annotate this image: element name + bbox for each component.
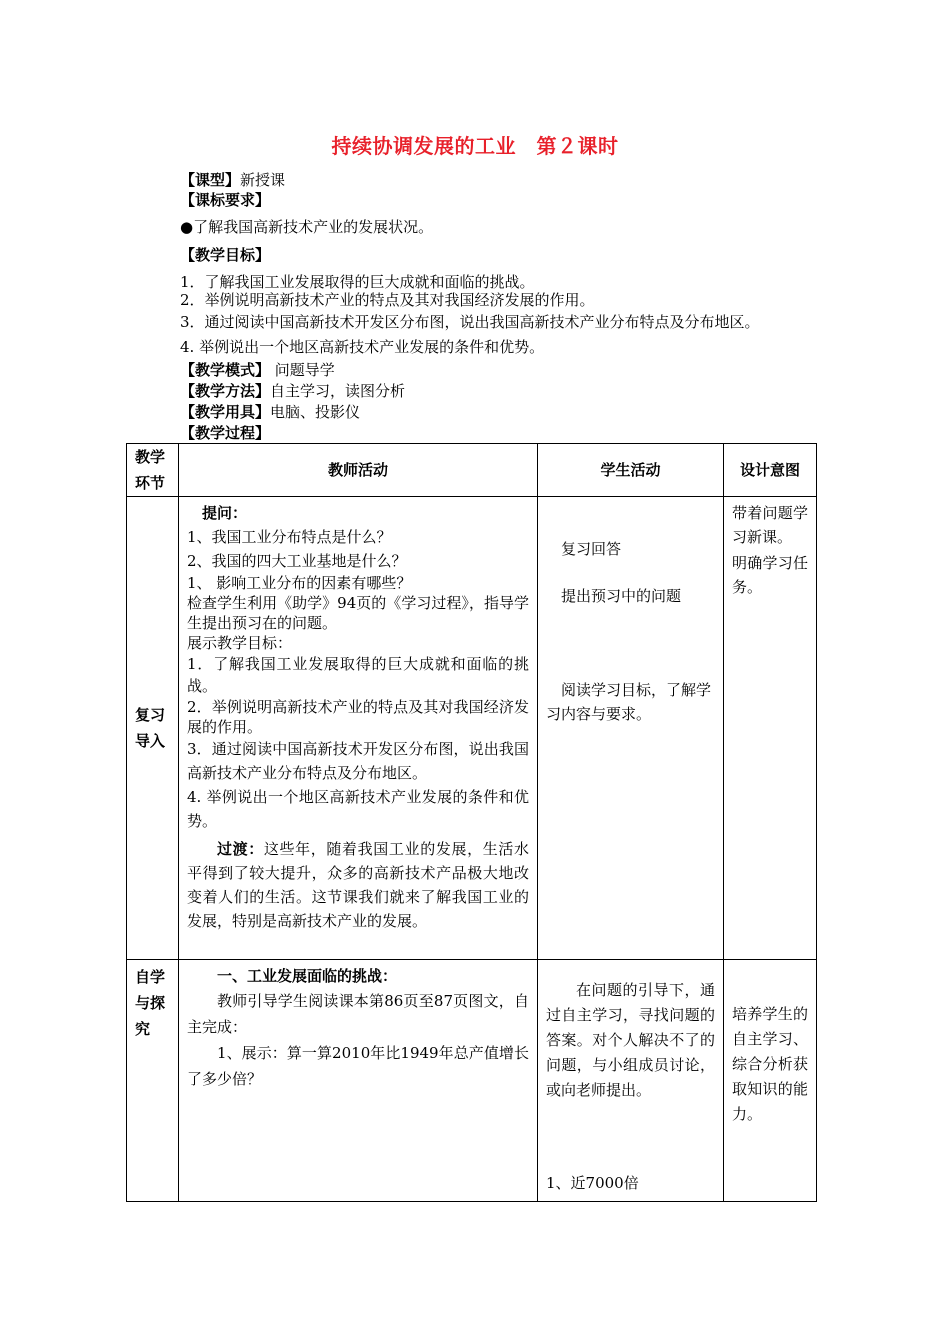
transition-text: 这些年，随着我国工业的发展，生活水平得到了较大提升，众多的高新技术产品极大地改变着人们的生活。这节课我们就来了解我国工业的发展，特别是高新技术产业的发展。 [187,840,529,930]
transition-paragraph [187,837,529,933]
page-title: 持续协调发展的工业 第２课时 [331,134,619,158]
header-intent-label: 设计意图 [739,461,800,479]
standard-label: 【课标要求】 [180,191,271,209]
method-line [180,381,405,401]
intent-2: 明确学习任务。 [732,554,808,596]
student-self-study: 在问题的引导下，通过自主学习，寻找问题的答案。对个人解决不了的问题，与小组成员讨论，或向老师提出。 [546,981,715,1099]
header-teacher [179,444,538,497]
header-intent [724,444,817,497]
show-goals-text: 展示教学目标： [187,634,293,652]
table-goal-3: 3．通过阅读中国高新技术开发区分布图，说出我国高新技术产业分布特点及分布地区。 [187,740,529,782]
table-goal-2: 2．举例说明高新技术产业的特点及其对我国经济发展的作用。 [187,698,529,736]
table-row [127,960,817,1202]
stage-self-study: 自学与探究 [127,960,179,1202]
mode-label: 【教学模式】 [180,361,271,379]
mode-line [180,360,335,380]
method-value: 自主学习，读图分析 [270,382,406,400]
standard-heading [180,190,270,210]
standard-item: ●了解我国高新技术产业的发展状况。 [180,218,434,236]
student-activity-cell [538,960,724,1202]
question-2: 2、我国的四大工业基地是什么？ [187,552,407,570]
check-text: 检查学生利用《助学》94页的《学习过程》，指导学生提出预习在的问题。 [187,594,529,632]
goal-item-4: 4. 举例说出一个地区高新技术产业发展的条件和优势。 [180,338,545,356]
teacher-activity-cell [179,960,538,1202]
header-teacher-label: 教师活动 [327,461,388,479]
question-1: 1、我国工业分布特点是什么？ [187,528,392,546]
guide-text: 教师引导学生阅读课本第86页至87页图文，自主完成： [187,992,529,1036]
student-activity-cell [538,497,724,960]
header-stage: 教学环节 [127,444,179,497]
table-goal-1: 1．了解我国工业发展取得的巨大成就和面临的挑战。 [187,655,529,695]
goals-heading [180,245,270,265]
goal-item-2: 2．举例说明高新技术产业的特点及其对我国经济发展的作用。 [180,291,595,309]
tools-line [180,402,360,422]
process-label: 【教学过程】 [180,424,271,442]
table-header-row [127,444,817,497]
intent-cell [724,960,817,1202]
header-student-label: 学生活动 [600,461,661,479]
goal-item-3: 3．通过阅读中国高新技术开发区分布图，说出我国高新技术产业分布特点及分布地区。 [180,313,760,331]
student-answer-2: 提出预习中的问题 [561,587,682,605]
teacher-activity-cell [179,497,538,960]
student-answer-3: 阅读学习目标，了解学习内容与要求。 [546,681,712,723]
goals-label: 【教学目标】 [180,246,271,264]
challenge-heading [187,964,529,988]
task-text: 1、展示：算一算2010年比1949年总产值增长了多少倍？ [187,1044,529,1088]
transition-label: 过渡： [217,840,264,858]
goal-item-1: 1．了解我国工业发展取得的巨大成就和面临的挑战。 [180,273,535,291]
lesson-type-value: 新授课 [240,171,286,189]
table-row [127,497,817,960]
header-student [538,444,724,497]
teaching-process-table [126,443,817,1202]
method-label: 【教学方法】 [180,382,271,400]
intent-cell [724,497,817,960]
student-answer-7000: 1、近7000倍 [546,1174,639,1192]
intent-self-study: 培养学生的自主学习、综合分析获取知识的能力。 [732,1005,808,1123]
stage-review-intro: 复习导入 [127,497,179,960]
intent-1: 带着问题学习新课。 [732,504,808,546]
lesson-type-line [180,170,285,190]
lesson-type-label: 【课型】 [180,171,241,189]
question-3: 1、 影响工业分布的因素有哪些？ [187,574,412,592]
student-answer-1: 复习回答 [561,540,622,558]
challenge-heading-text: 一、工业发展面临的挑战： [217,967,398,985]
ask-label: 提问： [202,504,248,522]
table-goal-4: 4. 举例说出一个地区高新技术产业发展的条件和优势。 [187,788,529,830]
process-heading [180,423,270,443]
mode-value: 问题导学 [270,361,335,379]
tools-value: 电脑、投影仪 [270,403,361,421]
tools-label: 【教学用具】 [180,403,271,421]
